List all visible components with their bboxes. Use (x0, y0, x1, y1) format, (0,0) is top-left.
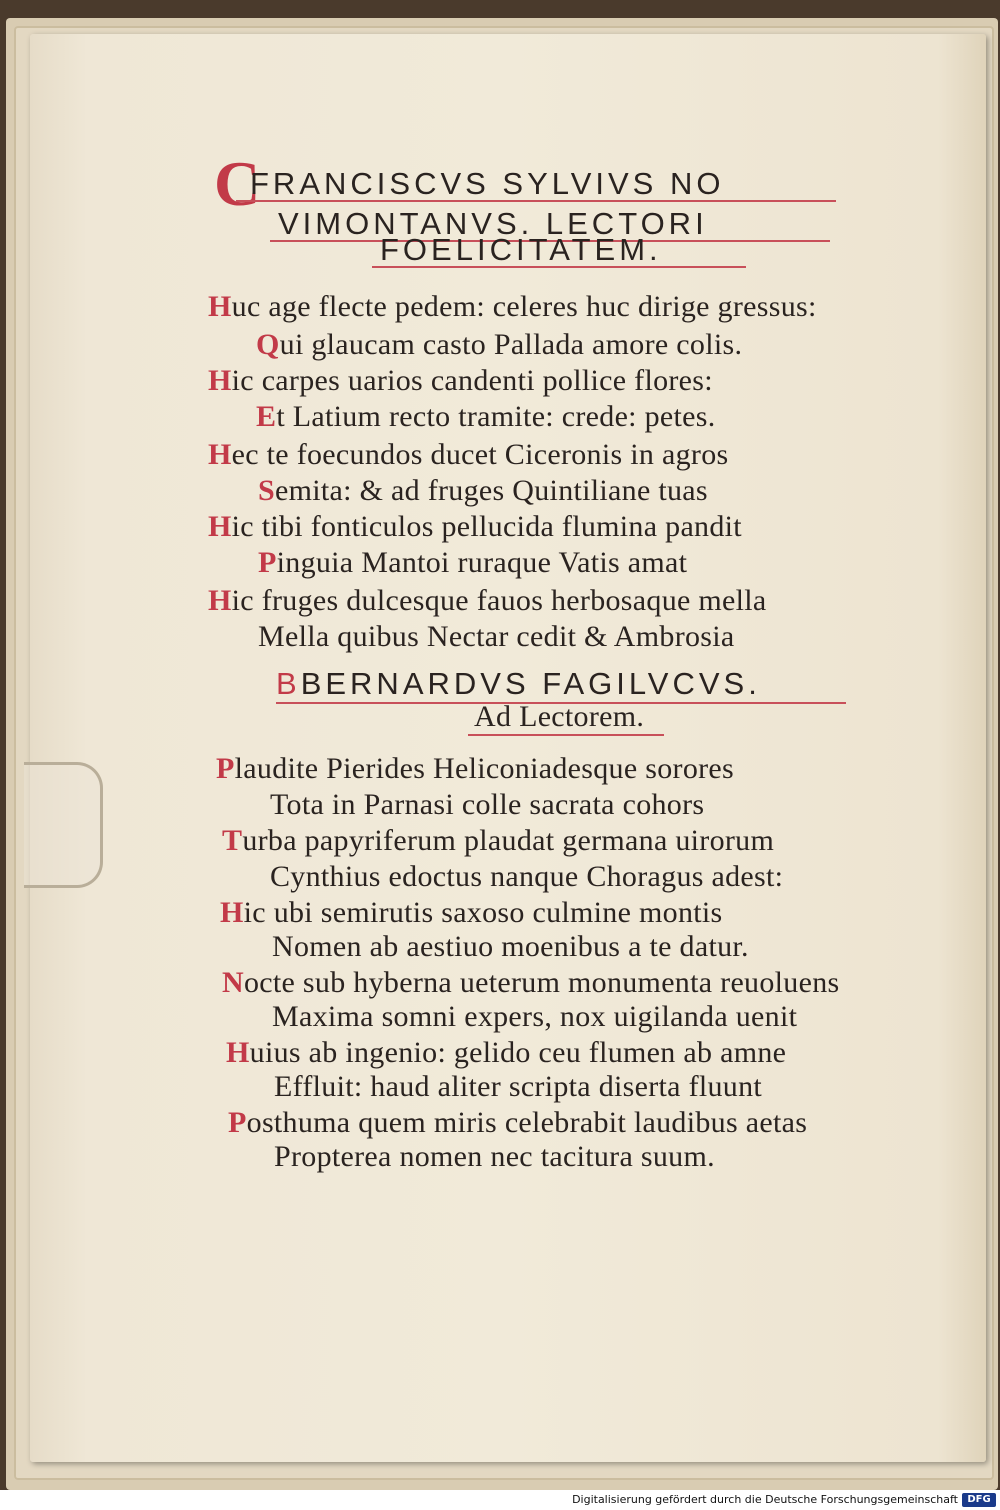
section2-subtitle: Ad Lectorem. (474, 700, 645, 733)
verse-line: Huc age flecte pedem: celeres huc dirige gressus: (208, 290, 817, 323)
footer-bar (0, 1490, 1000, 1510)
verse-line: Semita: & ad fruges Quintiliane tuas (258, 474, 708, 507)
verse-line: Maxima somni expers, nox uigilanda uenit (272, 1000, 798, 1033)
footer-credit: Digitalisierung gefördert durch die Deutsche Forschungsgemeinschaft (572, 1493, 958, 1506)
verse-line: Hic tibi fonticulos pellucida flumina pandit (208, 510, 742, 543)
verse-line: Pinguia Mantoi ruraque Vatis amat (258, 546, 688, 579)
verse-line: Posthuma quem miris celebrabit laudibus aetas (228, 1106, 808, 1139)
verse-line: Turba papyriferum plaudat germana uirorum (222, 824, 775, 857)
verse-line: Nomen ab aestiuo moenibus a te datur. (272, 930, 749, 963)
verse-line: Hec te foecundos ducet Ciceronis in agros (208, 438, 729, 471)
verse-line: Mella quibus Nectar cedit & Ambrosia (258, 620, 735, 653)
section1-title-line-3: FOELICITATEM. (380, 232, 662, 267)
section2-title: BBERNARDVS FAGILVCVS. (276, 666, 761, 701)
verse-line: Effluit: haud aliter scripta diserta fluunt (274, 1070, 763, 1103)
rubric-rule (468, 734, 664, 736)
rubric-rule (372, 266, 746, 268)
verse-line: Tota in Parnasi colle sacrata cohors (270, 788, 705, 821)
verse-line: Hic carpes uarios candenti pollice flores: (208, 364, 713, 397)
section1-title-line-2: VIMONTANVS. LECTORI (278, 206, 708, 241)
dfg-logo-icon: DFG (962, 1493, 996, 1507)
section1-title-line-1: FRANCISCVS SYLVIVS NO (250, 166, 725, 201)
verse-line: Et Latium recto tramite: crede: petes. (256, 400, 716, 433)
verse-line: Qui glaucam casto Pallada amore colis. (256, 328, 743, 361)
verse-line: Hic ubi semirutis saxoso culmine montis (220, 896, 723, 929)
verse-line: Plaudite Pierides Heliconiadesque sorores (216, 752, 734, 785)
rubric-initial-c: C (214, 148, 261, 219)
verse-line: Hic fruges dulcesque fauos herbosaque mella (208, 584, 767, 617)
verse-line: Nocte sub hyberna ueterum monumenta reuoluens (222, 966, 840, 999)
rubric-rule (236, 200, 836, 202)
verse-line: Propterea nomen nec tacitura suum. (274, 1140, 715, 1173)
verse-line: Huius ab ingenio: gelido ceu flumen ab amne (226, 1036, 787, 1069)
verse-line: Cynthius edoctus nanque Choragus adest: (270, 860, 784, 893)
